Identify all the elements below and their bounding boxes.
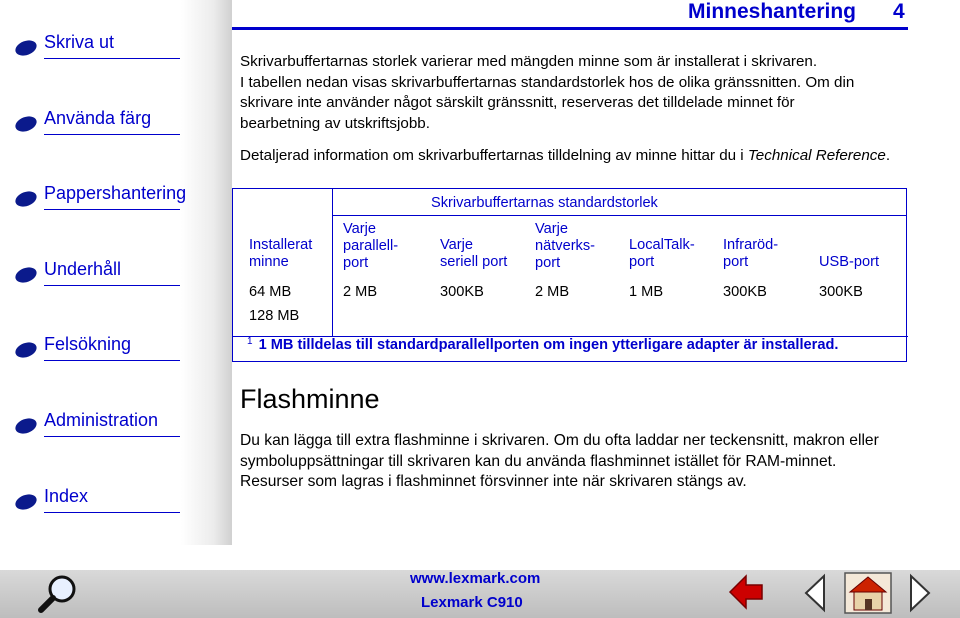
- footnote-text: 1 MB tilldelas till standardparallellporten om ingen ytterligare adapter är installerad.: [258, 337, 839, 353]
- sidebar-item-felsokning[interactable]: [8, 334, 183, 360]
- header-line: parallell-: [343, 238, 399, 254]
- divider: [44, 360, 180, 361]
- sidebar-item-label: Använda färg: [44, 108, 152, 128]
- divider: [44, 285, 180, 286]
- column-header: [723, 237, 778, 271]
- header-line: Infraröd-: [723, 237, 779, 253]
- table-cell: 300KB: [440, 284, 484, 300]
- group-header: Skrivarbuffertarnas standardstorlek: [431, 195, 658, 211]
- sidebar-item-label: Skriva ut: [44, 32, 115, 52]
- column-header: [629, 237, 695, 271]
- section-paragraph: [240, 431, 879, 493]
- sidebar: [0, 0, 232, 545]
- sidebar-item-label: Pappershantering: [44, 183, 187, 203]
- table-line: [332, 189, 333, 336]
- table-footnote: [247, 337, 838, 353]
- header-line: port: [629, 254, 655, 270]
- magnifier-icon[interactable]: [33, 572, 83, 614]
- home-icon[interactable]: [842, 570, 894, 616]
- sidebar-item-label: Administration: [44, 410, 159, 430]
- detail-end: .: [885, 147, 891, 164]
- header-line: USB-port: [819, 254, 880, 270]
- sidebar-item-label: Felsökning: [44, 334, 132, 354]
- column-header: [440, 237, 507, 271]
- intro-line: Skrivarbuffertarnas storlek varierar med mängden minne som är installerat i skrivaren.: [240, 53, 818, 70]
- table-cell: 2 MB: [343, 284, 378, 300]
- divider: [44, 209, 180, 210]
- table-cell: 128 MB: [249, 308, 300, 324]
- bullet-icon: [13, 492, 38, 513]
- table-line: [332, 215, 907, 216]
- section-line: Du kan lägga till extra flashminne i skrivaren. Om du ofta laddar ner teckensnitt, makron eller: [240, 432, 879, 449]
- sidebar-item-skriva-ut[interactable]: [8, 32, 183, 58]
- header-rule: [232, 27, 908, 30]
- table-cell: 300KB: [723, 284, 767, 300]
- header-line: Varje: [440, 237, 473, 253]
- intro-line: bearbetning av utskriftsjobb.: [240, 114, 430, 132]
- sidebar-item-label: Underhåll: [44, 259, 122, 279]
- divider: [44, 134, 180, 135]
- section-line: symboluppsättningar till skrivaren kan du använda flashminnet istället för RAM-minnet.: [240, 452, 837, 470]
- divider: [44, 512, 180, 513]
- bullet-icon: [13, 416, 38, 437]
- column-header: [343, 221, 398, 272]
- header-line: LocalTalk-: [629, 237, 695, 253]
- footer-model: Lexmark C910: [421, 594, 523, 611]
- header-line: port: [723, 254, 749, 270]
- header-line: minne: [249, 254, 289, 270]
- divider: [44, 58, 180, 59]
- header-line: seriell port: [440, 254, 508, 270]
- table-cell: 2 MB: [535, 284, 570, 300]
- page-title: Minneshantering: [688, 0, 857, 23]
- bullet-icon: [13, 38, 38, 59]
- intro-line: I tabellen nedan visas skrivarbuffertarnas standardstorlek hos de olika gränssnitten. Om din: [240, 73, 855, 91]
- column-header: [535, 221, 595, 272]
- sidebar-item-label: Index: [44, 486, 89, 506]
- table-cell: 64 MB: [249, 284, 292, 300]
- detail-text: Detaljerad information om skrivarbuffertarnas tilldelning av minne hittar du i: [240, 147, 748, 164]
- bullet-icon: [13, 265, 38, 286]
- divider: [44, 436, 180, 437]
- sidebar-item-pappershantering[interactable]: [8, 183, 187, 209]
- prev-arrow-icon[interactable]: [800, 572, 830, 614]
- detail-paragraph: [240, 146, 890, 167]
- page-number: 4: [893, 0, 905, 23]
- section-title: Flashminne: [240, 384, 380, 414]
- footer-url-link[interactable]: www.lexmark.com: [410, 570, 541, 587]
- sidebar-item-administration[interactable]: [8, 410, 183, 436]
- table-cell: 300KB: [819, 284, 863, 300]
- bullet-icon: [13, 340, 38, 361]
- footnote-mark: 1: [247, 336, 253, 347]
- section-line: Resurser som lagras i flashminnet försvinner inte när skrivaren stängs av.: [240, 473, 747, 490]
- header-line: Varje: [535, 221, 568, 237]
- header-line: Varje: [343, 221, 376, 237]
- buffer-size-table: [232, 188, 907, 362]
- sidebar-item-index[interactable]: [8, 486, 183, 512]
- header-line: port: [535, 255, 561, 271]
- intro-line: skrivare inte använder något särskilt gränssnitt, reserveras det tilldelade minnet för: [240, 94, 795, 111]
- column-header: [819, 254, 879, 271]
- header-line: Installerat: [249, 237, 313, 253]
- back-arrow-icon[interactable]: [726, 572, 766, 614]
- technical-reference-link: Technical Reference: [747, 147, 886, 164]
- header-line: nätverks-: [535, 238, 596, 254]
- intro-paragraph: [240, 52, 854, 134]
- header-line: port: [343, 255, 369, 271]
- bullet-icon: [13, 114, 38, 135]
- column-header: [249, 237, 312, 271]
- next-arrow-icon[interactable]: [905, 572, 935, 614]
- sidebar-item-anvanda-farg[interactable]: [8, 108, 183, 134]
- table-cell: 1 MB: [629, 284, 664, 300]
- sidebar-item-underhall[interactable]: [8, 259, 183, 285]
- bullet-icon: [13, 189, 38, 210]
